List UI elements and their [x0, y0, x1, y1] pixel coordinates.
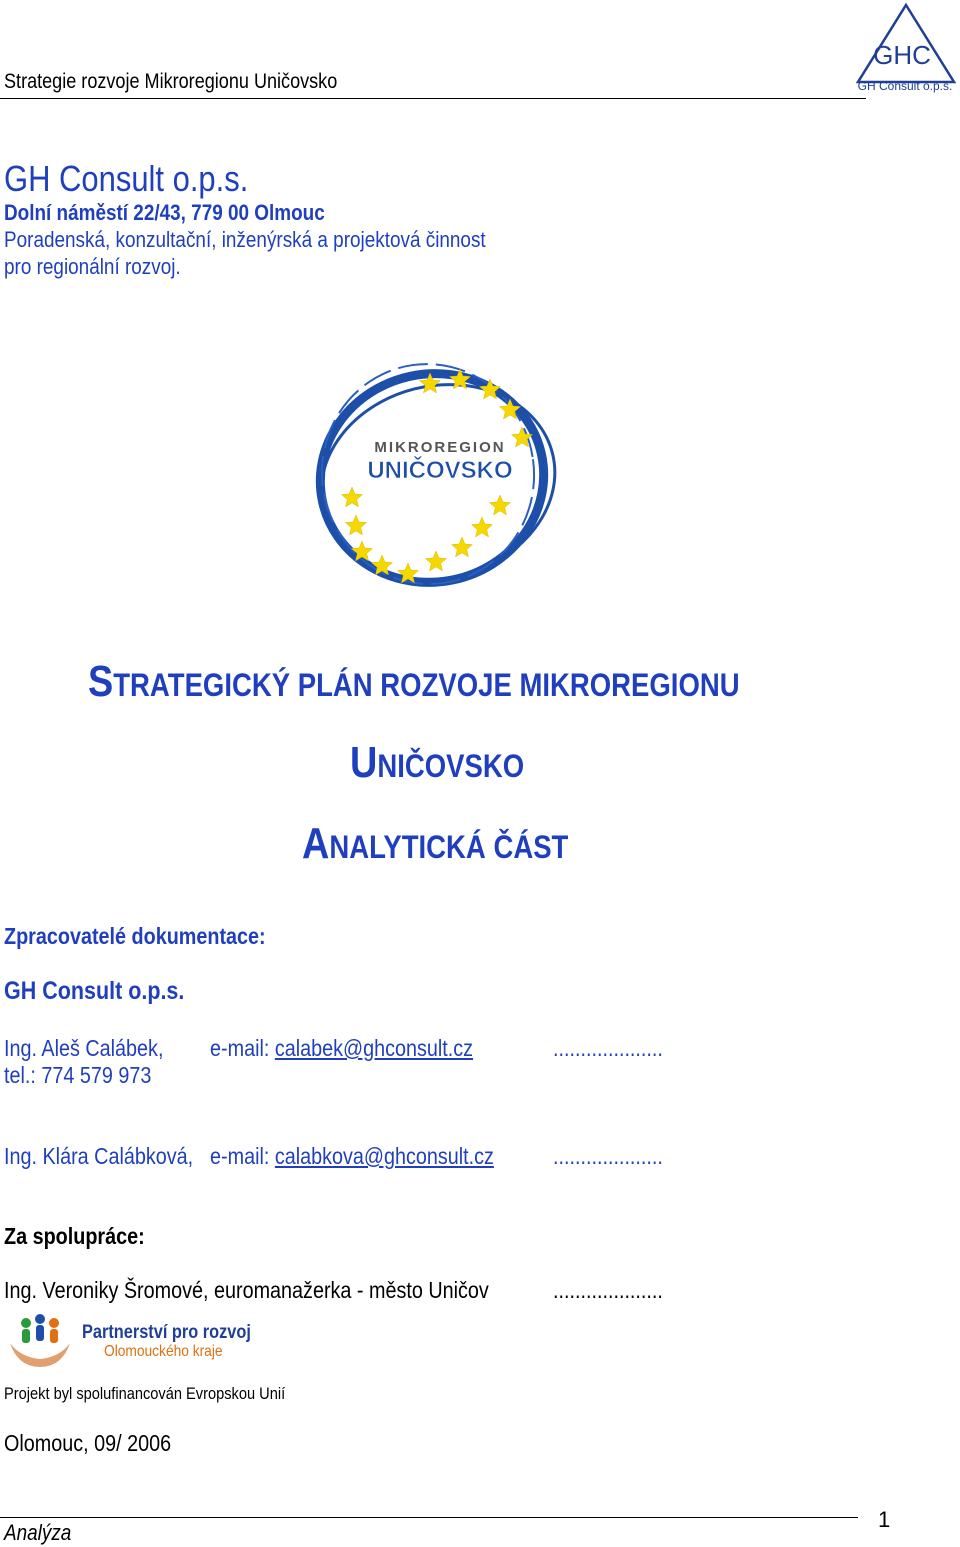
author-email-link[interactable]: calabkova@ghconsult.cz [274, 1143, 494, 1169]
cooperation-heading: Za spolupráce: [4, 1223, 145, 1249]
author-email: e-mail: calabkova@ghconsult.cz [210, 1143, 494, 1169]
star-icon [490, 495, 511, 515]
footer-label: Analýza [4, 1520, 72, 1545]
star-icon [346, 515, 367, 535]
ghc-logo-caption: GH Consult o.p.s. [857, 79, 953, 93]
signature-line: .................... [553, 1277, 663, 1303]
ghc-logo [852, 2, 958, 94]
authors-company: GH Consult o.p.s. [4, 977, 185, 1005]
footer-divider [0, 1517, 858, 1518]
company-name: GH Consult o.p.s. [4, 158, 249, 199]
author-name: Ing. Klára Calábková, [4, 1143, 194, 1169]
document-title-line3: ANALYTICKÁ ČÁST [302, 819, 569, 868]
logo-line2: UNIČOVSKO [367, 457, 513, 484]
star-icon [342, 487, 363, 507]
author-email-link[interactable]: calabek@ghconsult.cz [274, 1035, 474, 1061]
cooperation-person: Ing. Veroniky Šromové, euromanažerka - město Uničov [4, 1277, 489, 1303]
signature-line: .................... [553, 1035, 663, 1061]
company-description-cont: pro regionální rozvoj. [4, 254, 181, 279]
place-date: Olomouc, 09/ 2006 [4, 1430, 172, 1456]
document-title-line1: STRATEGICKÝ PLÁN ROZVOJE MIKROREGIONU [88, 657, 740, 706]
partner-name: Partnerství pro rozvoj [82, 1322, 251, 1343]
header-title: Strategie rozvoje Mikroregionu Uničovsko [4, 70, 338, 93]
company-address: Dolní náměstí 22/43, 779 00 Olmouc [4, 200, 325, 225]
author-email: e-mail: calabek@ghconsult.cz [210, 1035, 474, 1061]
mikroregion-unicovsko-logo [300, 360, 580, 610]
star-icon [472, 517, 493, 537]
author-name: Ing. Aleš Calábek, [4, 1035, 164, 1061]
company-description: Poradenská, konzultační, inženýrská a projektová činnost [4, 227, 486, 252]
star-icon [426, 551, 447, 571]
signature-line: .................... [553, 1143, 663, 1169]
page-number: 1 [878, 1507, 891, 1532]
authors-heading: Zpracovatelé dokumentace: [4, 923, 266, 949]
ghc-logo-mark: GHC [873, 40, 931, 70]
star-icon [452, 537, 473, 557]
partner-subtitle: Olomouckého kraje [104, 1343, 223, 1360]
funding-note: Projekt byl spolufinancován Evropskou Unií [4, 1384, 286, 1403]
header-divider [0, 98, 866, 99]
document-title-line2: UNIČOVSKO [350, 738, 525, 787]
author-phone: tel.: 774 579 973 [4, 1062, 152, 1088]
logo-line1: MIKROREGION [374, 439, 506, 456]
